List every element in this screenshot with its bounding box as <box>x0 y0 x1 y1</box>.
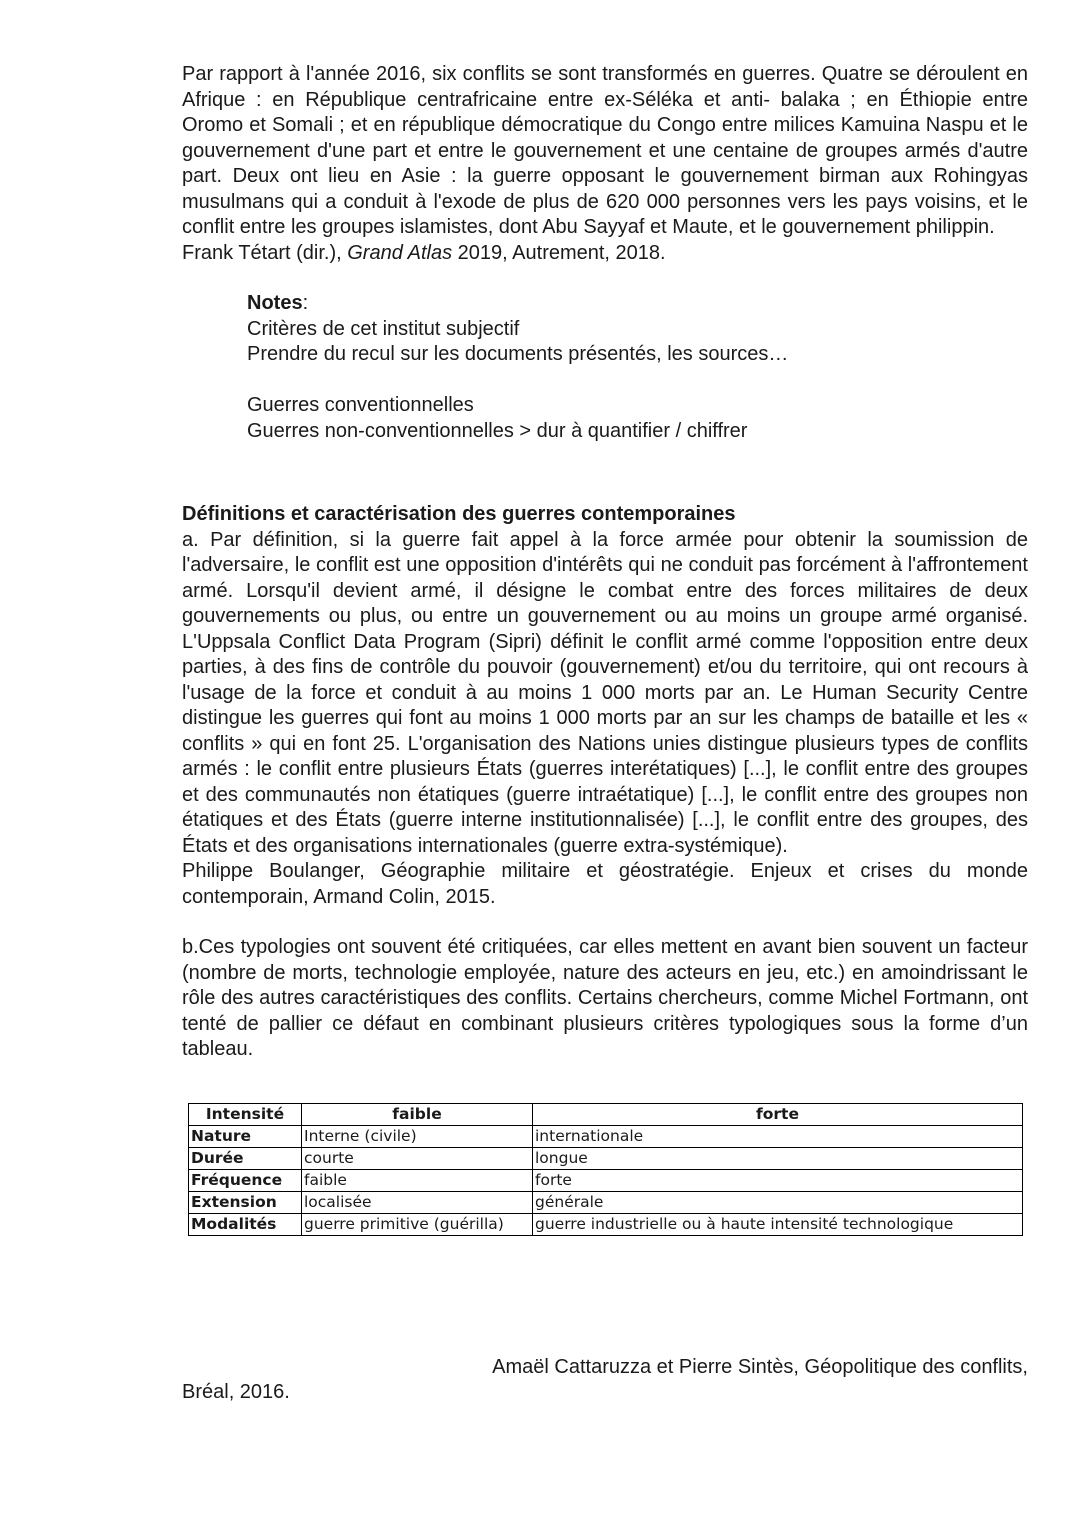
paragraph-b: b.Ces typologies ont souvent été critiquées, car elles mettent en avant bien souvent un facteur (nombre de morts, technologie employée, nature des acteurs en jeu, etc.) en amoindrissant le rôle des autres caractéristiques des conflits. Certains chercheurs, comme Michel Fortmann, ont tenté de pallier ce défaut en combinant plusieurs critères typologiques sous la forme d’un tableau. <box>182 936 1028 1060</box>
table-row <box>189 1213 1023 1235</box>
row-label: Modalités <box>189 1213 302 1235</box>
intro-source-title: Grand Atlas <box>347 241 453 264</box>
cell-forte: guerre industrielle ou à haute intensité technologique <box>533 1213 1023 1235</box>
row-label: Nature <box>189 1125 302 1147</box>
cell-forte: longue <box>533 1147 1023 1169</box>
cell-faible: localisée <box>302 1191 533 1213</box>
intro-source-rest: 2019, Autrement, 2018. <box>452 241 666 264</box>
table-row <box>189 1147 1023 1169</box>
cell-faible: courte <box>302 1147 533 1169</box>
definitions-section <box>182 502 1028 1063</box>
source-a: Philippe Boulanger, Géographie militaire et géostratégie. Enjeux et crises du monde contemporain, Armand Colin, 2015. <box>182 860 1028 908</box>
cell-faible: faible <box>302 1169 533 1191</box>
row-label: Extension <box>189 1191 302 1213</box>
citation-line-1: Amaël Cattaruzza et Pierre Sintès, Géopolitique des conflits, <box>492 1356 1028 1378</box>
notes-line-4: Guerres non-conventionnelles > dur à quantifier / chiffrer <box>247 419 748 442</box>
intro-paragraph: Par rapport à l'année 2016, six conflits se sont transformés en guerres. Quatre se déroulent en Afrique : en République centrafricaine entre ex-Séléka et anti- balaka ; en Éthiopie entre Oromo et Somali ; et en république démocratique du Congo entre milices Kamuina Naspu et le gouvernement d'une part et entre le gouvernement et une centaine de groupes armés d'autre part. Deux ont lieu en Asie : la guerre opposant le gouvernement birman aux Rohingyas musulmans qui a conduit à l'exode de plus de 620 000 personnes vers les pays voisins, et le conflit entre les groupes islamistes, dont Abu Sayyaf et Maute, et le gouvernement philippin. <box>182 63 1028 238</box>
row-label: Fréquence <box>189 1169 302 1191</box>
notes-line-1: Critères de cet institut subjectif <box>247 317 520 340</box>
cell-forte: générale <box>533 1191 1023 1213</box>
notes-gap <box>247 368 1028 394</box>
notes-block <box>247 291 1028 444</box>
cell-faible: Interne (civile) <box>302 1125 533 1147</box>
table-row <box>189 1191 1023 1213</box>
intro-source-author: Frank Tétart (dir.), <box>182 241 348 264</box>
notes-heading: Notes <box>247 292 303 314</box>
header-faible: faible <box>302 1103 533 1125</box>
document-body <box>182 62 1028 1236</box>
table-row <box>189 1169 1023 1191</box>
cell-forte: forte <box>533 1169 1023 1191</box>
section-title: Définitions et caractérisation des guerres contemporaines <box>182 503 736 525</box>
notes-line-3: Guerres conventionnelles <box>247 394 474 416</box>
typology-table <box>188 1103 1023 1236</box>
paragraph-a: a. Par définition, si la guerre fait appel à la force armée pour obtenir la soumission de l'adversaire, le conflit est une opposition d'intérêts qui ne conduit pas forcément à l'affrontement armé. Lorsqu'il devient armé, il désigne le combat entre des forces militaires de deux gouvernements ou plus, ou entre un gouvernement ou au moins un groupe armé organisé. L'Uppsala Conflict Data Program (Sipri) définit le conflit armé comme l'opposition entre deux parties, à des fins de contrôle du pouvoir (gouvernement) et/ou du territoire, qui ont recours à l'usage de la force et conduit à au moins 1 000 morts par an. Le Human Security Centre distingue les guerres qui font au moins 1 000 morts par an sur les champs de bataille et les « conflits » qui en font 25. L'organisation des Nations unies distingue plusieurs types de conflits armés : le conflit entre plusieurs États (guerres interétatiques) [...], le conflit entre des groupes et des communautés non étatiques (guerre intraétatique) [...], le conflit entre des groupes non étatiques et des États (guerre interne institutionnalisée) [...], le conflit entre des groupes, des États et des organisations internationales (guerre extra-systémique). <box>182 528 1028 857</box>
intro-source <box>182 241 1028 267</box>
cell-faible: guerre primitive (guérilla) <box>302 1213 533 1235</box>
notes-heading-line <box>247 291 1028 317</box>
header-intensite: Intensité <box>189 1103 302 1125</box>
row-label: Durée <box>189 1147 302 1169</box>
citation-line-2: Bréal, 2016. <box>182 1381 290 1403</box>
notes-colon: : <box>302 292 309 314</box>
cell-forte: internationale <box>533 1125 1023 1147</box>
table-row <box>189 1125 1023 1147</box>
notes-line-2: Prendre du recul sur les documents présentés, les sources… <box>247 343 789 365</box>
header-forte: forte <box>533 1103 1023 1125</box>
table-header-row <box>189 1103 1023 1125</box>
